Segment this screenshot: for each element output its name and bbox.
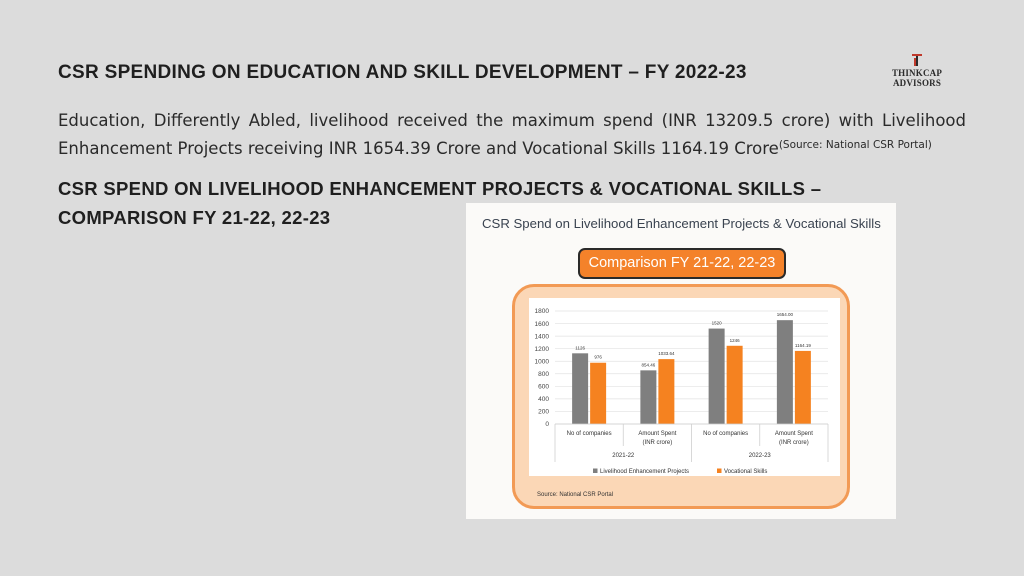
data-label: 1246	[729, 337, 740, 343]
group-label: 2021-22	[612, 453, 635, 459]
y-tick-label: 800	[538, 370, 549, 378]
chart-card	[466, 203, 896, 519]
bar-livelihood	[572, 353, 588, 424]
data-label: 1654.00	[776, 312, 794, 318]
category-label: Amount Spent (INR crore)	[638, 431, 677, 446]
legend-swatch	[593, 469, 598, 474]
data-label: 1033.64	[658, 351, 675, 357]
y-tick-label: 1000	[534, 358, 549, 366]
y-tick-label: 0	[545, 421, 549, 429]
section-title-line2: COMPARISON FY 21-22, 22-23	[58, 207, 331, 228]
bar-livelihood	[777, 320, 793, 424]
section-title-line1: CSR SPEND ON LIVELIHOOD ENHANCEMENT PROJECTS & VOCATIONAL SKILLS –	[58, 178, 822, 199]
intro-paragraph	[58, 109, 966, 161]
category-label: No of companies	[703, 431, 749, 437]
data-label: 1520	[711, 320, 722, 326]
legend-swatch	[717, 469, 722, 474]
bar-vocational	[795, 351, 811, 424]
legend-label: Livelihood Enhancement Projects	[600, 469, 690, 475]
y-tick-label: 200	[538, 408, 549, 416]
brand-logo	[868, 54, 966, 88]
y-tick-label: 1200	[534, 345, 549, 353]
legend-label: Vocational Skills	[724, 469, 768, 475]
data-label: 976	[594, 354, 602, 360]
bar-vocational	[590, 363, 606, 424]
bar-livelihood	[709, 329, 725, 424]
data-label: 1126	[575, 345, 585, 351]
chart-source: Source: National CSR Portal	[537, 492, 614, 498]
comparison-label: Comparison FY 21-22, 22-23	[578, 248, 786, 279]
bar-vocational	[727, 346, 743, 424]
logo-text: THINKCAP ADVISORS	[891, 68, 943, 88]
page-title: CSR SPENDING ON EDUCATION AND SKILL DEVELOPMENT – FY 2022-23	[58, 62, 747, 83]
category-label: No of companies	[566, 431, 612, 437]
y-tick-label: 1800	[534, 308, 549, 316]
category-label: Amount Spent (INR crore)	[774, 431, 813, 446]
y-tick-label: 600	[538, 383, 549, 391]
source-note: (Source: National CSR Portal)	[778, 139, 932, 151]
data-label: 854.46	[641, 362, 656, 368]
y-tick-label: 1400	[534, 333, 549, 341]
intro-text: Education, Differently Abled, livelihood received the maximum spend (INR 13209.5 crore) with Livelihood Enhancement Projects receiving INR 1654.39 Crore and Vocational Skills 1164.19 Crore	[58, 111, 966, 158]
chart-title: CSR Spend on Livelihood Enhancement Projects & Vocational Skills	[482, 216, 881, 231]
bar-chart	[466, 203, 896, 519]
bar-vocational	[658, 359, 674, 424]
logo-mark-icon	[911, 54, 923, 66]
bar-livelihood	[640, 370, 656, 424]
data-label: 1164.19	[794, 342, 811, 348]
y-tick-label: 400	[538, 396, 549, 404]
y-tick-label: 1600	[534, 320, 549, 328]
group-label: 2022-23	[748, 453, 771, 459]
